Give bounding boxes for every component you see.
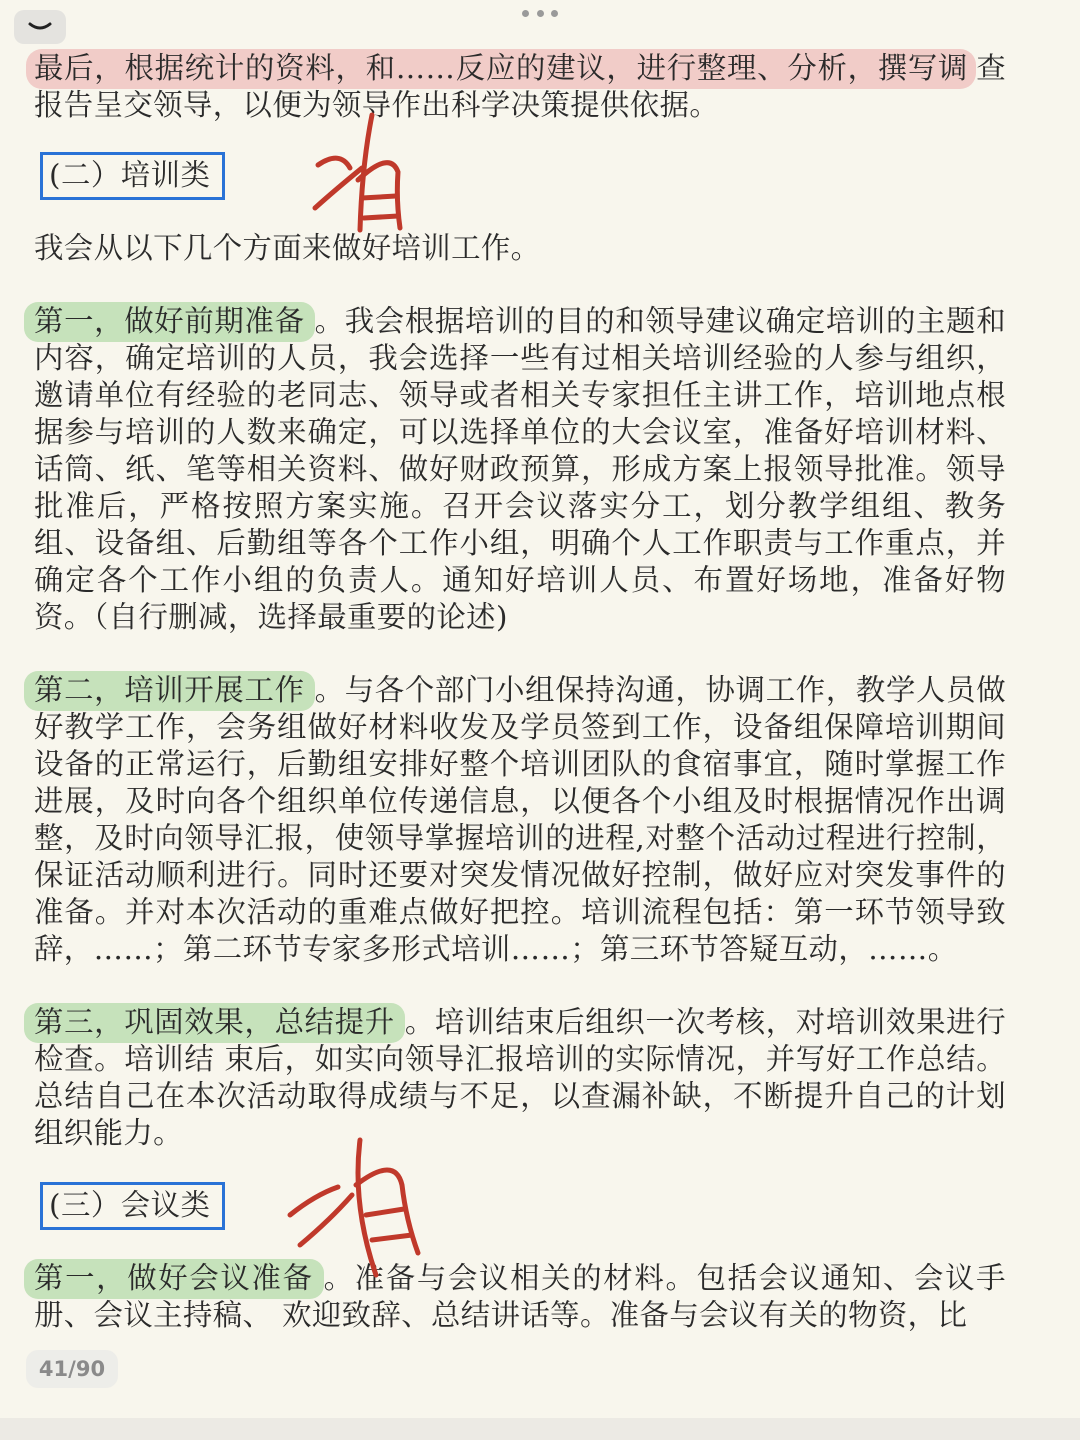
paragraph-summary-body: 。培训结束后组织一次考核，对培训效果进行检查。培训结 束后，如实向领导汇报培训的实际情况，并写好工作总结。总结自己在本次活动取得成绩与不足，以查漏补缺，不断提升自己的计划组织能力。 [34, 1005, 1006, 1150]
intro-paragraph [34, 50, 1006, 124]
paragraph-execution [34, 672, 1006, 968]
intro-rest: 查报告呈交领导，以便为领导作出科学决策提供依据。 [34, 51, 1006, 122]
more-dots-icon[interactable] [522, 6, 558, 20]
paragraph-meeting-prep-body: 。准备与会议相关的材料。包括会议通知、会议手册、会议主持稿、 欢迎致辞、总结讲话等。准备与会议有关的物资，比 [34, 1261, 1006, 1332]
page-current: 41 [38, 1357, 69, 1381]
collapse-button[interactable] [14, 10, 66, 44]
page-separator: / [68, 1357, 76, 1381]
section-heading-meeting: (三）会议类 [40, 1182, 225, 1230]
highlight-first: 第一，做好前期准备 [24, 302, 315, 342]
paragraph-prep [34, 303, 1006, 636]
section-heading-training: (二）培训类 [40, 152, 225, 200]
page-indicator [26, 1350, 118, 1388]
highlight-third: 第三，巩固效果，总结提升 [24, 1003, 405, 1043]
chevron-down-icon [27, 20, 53, 34]
paragraph-meeting-prep [34, 1260, 1006, 1334]
paragraph-prep-body: 。我会根据培训的目的和领导建议确定培训的主题和内容，确定培训的人员，我会选择一些有过相关培训经验的人参与组织，邀请单位有经验的老同志、领导或者相关专家担任主讲工作，培训地点根据参与培训的人数来确定，可以选择单位的大会议室，准备好培训材料、话筒、纸、笔等相关资料、做好财政预算，形成方案上报领导批准。领导批准后，严格按照方案实施。召开会议落实分工，划分教学组组、教务组、设备组、后勤组等各个工作小组，明确个人工作职责与工作重点，并确定各个工作小组的负责人。通知好培训人员、布置好场地，准备好物资。（自行删减，选择最重要的论述) [34, 304, 1006, 634]
document-content [34, 50, 1006, 1334]
paragraph-summary [34, 1004, 1006, 1152]
highlight-meeting-first: 第一，做好会议准备 [24, 1259, 324, 1299]
paragraph-execution-body: 。与各个部门小组保持沟通，协调工作，教学人员做好教学工作，会务组做好材料收发及学员签到工作，设备组保障培训期间设备的正常运行，后勤组安排好整个培训团队的食宿事宜，随时掌握工作进展，及时向各个组织单位传递信息，以便各个小组及时根据情况作出调整，及时向领导汇报，使领导掌握培训的进程,对整个活动过程进行控制，保证活动顺利进行。同时还要对突发情况做好控制，做好应对突发事件的准备。并对本次活动的重难点做好把控。培训流程包括：第一环节领导致辞，……；第二环节专家多形式培训……；第三环节答疑互动，……。 [34, 673, 1006, 966]
page-total: 90 [75, 1357, 106, 1381]
section-intro: 我会从以下几个方面来做好培训工作。 [34, 231, 541, 265]
highlight-second: 第二，培训开展工作 [24, 671, 315, 711]
intro-highlight: 最后，根据统计的资料，和……反应的建议，进行整理、分析，撰写调 [26, 49, 976, 89]
bottom-strip [0, 1418, 1080, 1440]
